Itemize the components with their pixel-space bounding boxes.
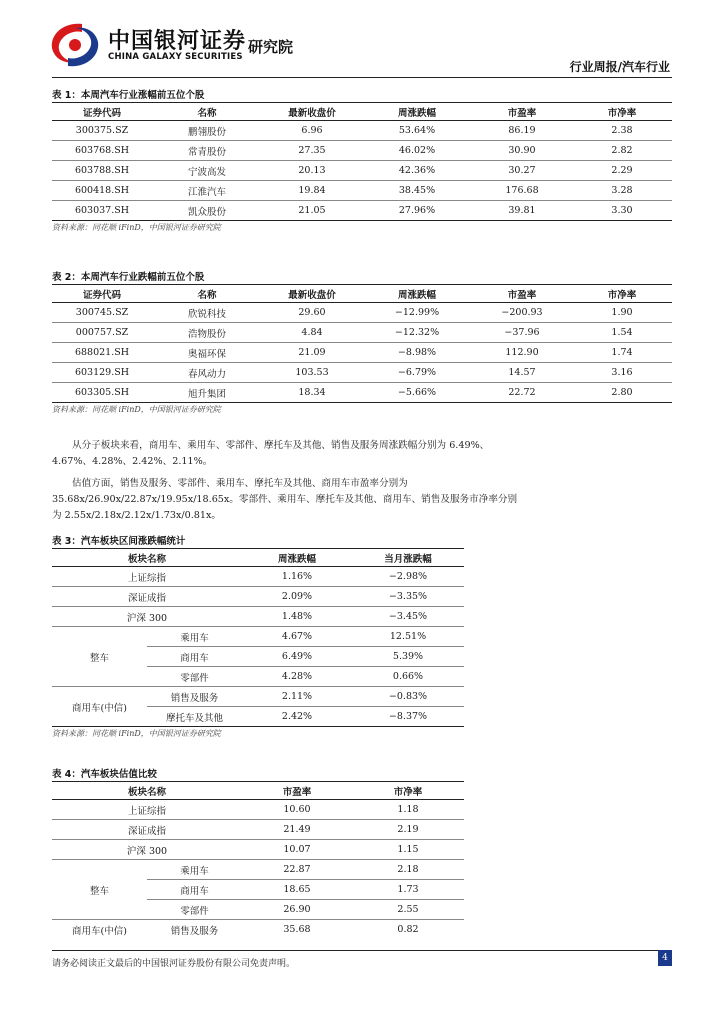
cell: 1.54 bbox=[572, 323, 672, 343]
table2-source: 资料来源：同花顺 iFinD，中国银河证券研究院 bbox=[52, 405, 221, 414]
col-header: 证券代码 bbox=[52, 285, 152, 303]
cell: 凯众股份 bbox=[152, 201, 262, 221]
col-header: 当月涨跌幅 bbox=[352, 549, 464, 567]
cell: 乘用车 bbox=[147, 627, 242, 647]
cell: 30.27 bbox=[472, 161, 572, 181]
cell: 2.42% bbox=[242, 707, 352, 727]
cell: 销售及服务 bbox=[147, 687, 242, 707]
col-header: 板块名称 bbox=[52, 782, 242, 800]
table-row bbox=[52, 820, 464, 840]
cell: 18.34 bbox=[262, 383, 362, 403]
cell: 603305.SH bbox=[52, 383, 152, 403]
cell: 000757.SZ bbox=[52, 323, 152, 343]
cell: 上证综指 bbox=[52, 800, 242, 820]
table-row bbox=[52, 363, 672, 383]
cell: 春风动力 bbox=[152, 363, 262, 383]
cell: 53.64% bbox=[362, 121, 472, 141]
cell: 86.19 bbox=[472, 121, 572, 141]
table3-source: 资料来源：同花顺 iFinD，中国银河证券研究院 bbox=[52, 729, 221, 738]
cell: 27.96% bbox=[362, 201, 472, 221]
cell: 603129.SH bbox=[52, 363, 152, 383]
cell: 摩托车及其他 bbox=[147, 707, 242, 727]
cell: −0.83% bbox=[352, 687, 464, 707]
cell: 销售及服务 bbox=[170, 925, 219, 937]
col-header: 最新收盘价 bbox=[262, 103, 362, 121]
cell: 4.67% bbox=[242, 627, 352, 647]
cell: 3.28 bbox=[572, 181, 672, 201]
cell: 商用车 bbox=[147, 880, 242, 900]
cell: −3.35% bbox=[352, 587, 464, 607]
cell: 浩物股份 bbox=[152, 323, 262, 343]
footer-divider bbox=[52, 950, 672, 951]
cell: 江淮汽车 bbox=[152, 181, 262, 201]
cell: 603788.SH bbox=[52, 161, 152, 181]
cell: 30.90 bbox=[472, 141, 572, 161]
table-row bbox=[52, 840, 464, 860]
table-row bbox=[52, 860, 464, 880]
cell: 2.11% bbox=[242, 687, 352, 707]
body-text bbox=[52, 438, 520, 524]
cell: 沪深 300 bbox=[52, 607, 242, 627]
table-header-row bbox=[52, 103, 672, 121]
cell: 1.90 bbox=[572, 303, 672, 323]
cell: 112.90 bbox=[472, 343, 572, 363]
cell: 4.84 bbox=[262, 323, 362, 343]
cell: 21.05 bbox=[262, 201, 362, 221]
table2-title: 表 2：本周汽车行业跌幅前五位个股 bbox=[52, 272, 205, 283]
cell: −8.37% bbox=[352, 707, 464, 727]
cell: 46.02% bbox=[362, 141, 472, 161]
table1-source: 资料来源：同花顺 iFinD，中国银河证券研究院 bbox=[52, 223, 221, 232]
table3 bbox=[52, 548, 464, 727]
cell: −5.66% bbox=[362, 383, 472, 403]
table-row bbox=[52, 627, 464, 647]
cell: 27.35 bbox=[262, 141, 362, 161]
table4-title: 表 4：汽车板块估值比较 bbox=[52, 769, 157, 780]
cell: 10.60 bbox=[242, 800, 352, 820]
table-row bbox=[52, 687, 464, 707]
cell: 零部件 bbox=[147, 900, 242, 920]
table-row bbox=[52, 587, 464, 607]
table-row bbox=[52, 800, 464, 820]
cell: 22.87 bbox=[242, 860, 352, 880]
cell: 1.48% bbox=[242, 607, 352, 627]
cell: 3.16 bbox=[572, 363, 672, 383]
col-header: 市净率 bbox=[572, 103, 672, 121]
group-label: 商用车(中信) bbox=[52, 687, 147, 727]
cell: 1.15 bbox=[352, 840, 464, 860]
brand-name-cn: 中国银河证券 bbox=[108, 29, 247, 54]
cell: −3.45% bbox=[352, 607, 464, 627]
cell: 沪深 300 bbox=[52, 840, 242, 860]
cell: 上证综指 bbox=[52, 567, 242, 587]
table-row bbox=[52, 181, 672, 201]
col-header: 证券代码 bbox=[52, 103, 152, 121]
cell: 38.45% bbox=[362, 181, 472, 201]
col-header: 市净率 bbox=[572, 285, 672, 303]
institute-label: 研究院 bbox=[248, 38, 294, 56]
table-row bbox=[52, 607, 464, 627]
cell: 2.38 bbox=[572, 121, 672, 141]
header-divider bbox=[52, 77, 672, 78]
table2 bbox=[52, 284, 672, 403]
table1 bbox=[52, 102, 672, 221]
table-header-row bbox=[52, 782, 464, 800]
cell: 2.29 bbox=[572, 161, 672, 181]
cell: 5.39% bbox=[352, 647, 464, 667]
cell: 常青股份 bbox=[152, 141, 262, 161]
table3-title: 表 3：汽车板块区间涨跌幅统计 bbox=[52, 536, 186, 547]
cell: 4.28% bbox=[242, 667, 352, 687]
cell: 22.72 bbox=[472, 383, 572, 403]
cell: −37.96 bbox=[472, 323, 572, 343]
cell: −6.79% bbox=[362, 363, 472, 383]
table-row bbox=[52, 567, 464, 587]
col-header: 市盈率 bbox=[472, 285, 572, 303]
table-row bbox=[52, 383, 672, 403]
cell: 1.73 bbox=[352, 880, 464, 900]
cell: 26.90 bbox=[242, 900, 352, 920]
table-row bbox=[52, 141, 672, 161]
table-row bbox=[52, 161, 672, 181]
cell: 12.51% bbox=[352, 627, 464, 647]
cell: 0.66% bbox=[352, 667, 464, 687]
table-row bbox=[52, 303, 672, 323]
cell: 鹏翎股份 bbox=[152, 121, 262, 141]
cell: 39.81 bbox=[472, 201, 572, 221]
cell: −12.32% bbox=[362, 323, 472, 343]
group-label: 整车 bbox=[52, 860, 147, 920]
cell: 2.19 bbox=[352, 820, 464, 840]
group-label: 商用车(中信) bbox=[72, 925, 127, 937]
table-row bbox=[52, 323, 672, 343]
cell: 欣锐科技 bbox=[152, 303, 262, 323]
cell: 19.84 bbox=[262, 181, 362, 201]
cell: 2.55 bbox=[352, 900, 464, 920]
group-label: 整车 bbox=[52, 627, 147, 687]
table-header-row bbox=[52, 285, 672, 303]
cell: 18.65 bbox=[242, 880, 352, 900]
cell: 2.80 bbox=[572, 383, 672, 403]
table-row bbox=[52, 201, 672, 221]
paragraph: 从分子板块来看，商用车、乘用车、零部件、摩托车及其他、销售及服务周涨跌幅分别为 6.49%、4.67%、4.28%、2.42%、2.11%。 bbox=[52, 440, 490, 467]
cell: 300745.SZ bbox=[52, 303, 152, 323]
footer-disclaimer: 请务必阅读正文最后的中国银河证券股份有限公司免责声明。 bbox=[52, 959, 296, 969]
cell: 14.57 bbox=[472, 363, 572, 383]
cell: 20.13 bbox=[262, 161, 362, 181]
table-row bbox=[52, 121, 672, 141]
cell: 宁波高发 bbox=[152, 161, 262, 181]
cell: 103.53 bbox=[262, 363, 362, 383]
cell: 零部件 bbox=[147, 667, 242, 687]
cell: 奥福环保 bbox=[152, 343, 262, 363]
cell: 2.82 bbox=[572, 141, 672, 161]
table4 bbox=[52, 781, 464, 939]
col-header: 板块名称 bbox=[52, 549, 242, 567]
cell: −12.99% bbox=[362, 303, 472, 323]
col-header: 市盈率 bbox=[472, 103, 572, 121]
table-header-row bbox=[52, 549, 464, 567]
cell: 10.07 bbox=[242, 840, 352, 860]
cell: 176.68 bbox=[472, 181, 572, 201]
galaxy-logo-icon bbox=[46, 20, 104, 70]
cell: 0.82 bbox=[397, 924, 419, 935]
col-header: 市净率 bbox=[352, 782, 464, 800]
cell: 3.30 bbox=[572, 201, 672, 221]
cell: 600418.SH bbox=[52, 181, 152, 201]
table-row bbox=[52, 343, 672, 363]
cell: 1.18 bbox=[352, 800, 464, 820]
col-header: 周涨跌幅 bbox=[362, 103, 472, 121]
col-header: 最新收盘价 bbox=[262, 285, 362, 303]
cell: 688021.SH bbox=[52, 343, 152, 363]
col-header: 周涨跌幅 bbox=[362, 285, 472, 303]
cell: 旭升集团 bbox=[152, 383, 262, 403]
cell: −200.93 bbox=[472, 303, 572, 323]
cell: −8.98% bbox=[362, 343, 472, 363]
col-header: 名称 bbox=[152, 103, 262, 121]
col-header: 市盈率 bbox=[242, 782, 352, 800]
cell: 乘用车 bbox=[147, 860, 242, 880]
report-type: 行业周报/汽车行业 bbox=[569, 60, 670, 74]
cell: 35.68 bbox=[283, 924, 311, 935]
brand-name-en: CHINA GALAXY SECURITIES bbox=[108, 52, 243, 62]
table1-title: 表 1：本周汽车行业涨幅前五位个股 bbox=[52, 90, 205, 101]
col-header: 周涨跌幅 bbox=[242, 549, 352, 567]
cell: 6.96 bbox=[262, 121, 362, 141]
cell: 1.74 bbox=[572, 343, 672, 363]
cell: 2.18 bbox=[352, 860, 464, 880]
cell: 29.60 bbox=[262, 303, 362, 323]
cell: 深证成指 bbox=[52, 820, 242, 840]
col-header: 名称 bbox=[152, 285, 262, 303]
cell: 42.36% bbox=[362, 161, 472, 181]
cell: 2.09% bbox=[242, 587, 352, 607]
cell: 21.09 bbox=[262, 343, 362, 363]
cell: 603768.SH bbox=[52, 141, 152, 161]
cell: 6.49% bbox=[242, 647, 352, 667]
cell: 300375.SZ bbox=[52, 121, 152, 141]
cell: 商用车 bbox=[147, 647, 242, 667]
cell: 1.16% bbox=[242, 567, 352, 587]
cell: −2.98% bbox=[352, 567, 464, 587]
paragraph: 估值方面，销售及服务、零部件、乘用车、摩托车及其他、商用车市盈率分别为 35.68x/26.90x/22.87x/19.95x/18.65x。零部件、乘用车、摩托车及其他、商用车、销售及服务市净率分别为 2.55x/2.18x/2.12x/1.73x/0.81x。 bbox=[52, 478, 518, 521]
cell: 21.49 bbox=[242, 820, 352, 840]
page-number: 4 bbox=[658, 950, 672, 966]
table-row bbox=[52, 920, 464, 940]
cell: 深证成指 bbox=[52, 587, 242, 607]
cell: 603037.SH bbox=[52, 201, 152, 221]
